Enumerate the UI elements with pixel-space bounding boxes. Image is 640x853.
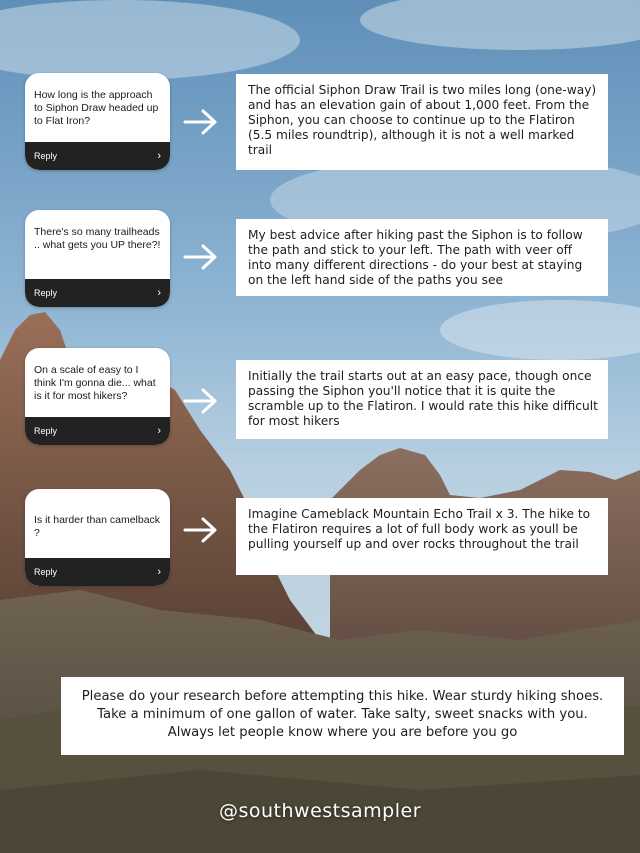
chevron-right-icon: › xyxy=(157,425,161,437)
footer-note-box xyxy=(61,677,624,755)
reply-label: Reply xyxy=(34,426,58,436)
arrow-right-icon xyxy=(183,243,218,271)
question-card xyxy=(25,348,170,445)
chevron-right-icon: › xyxy=(157,150,161,162)
arrow-right-icon xyxy=(183,387,218,415)
answer-box xyxy=(236,498,608,575)
answer-box xyxy=(236,219,608,296)
reply-button[interactable] xyxy=(25,279,170,307)
question-card xyxy=(25,73,170,170)
reply-button[interactable] xyxy=(25,142,170,170)
question-card xyxy=(25,489,170,586)
reply-button[interactable] xyxy=(25,558,170,586)
reply-label: Reply xyxy=(34,151,58,161)
question-card xyxy=(25,210,170,307)
reply-button[interactable] xyxy=(25,417,170,445)
reply-label: Reply xyxy=(34,567,58,577)
footer-note-text: Please do your research before attempting this hike. Wear sturdy hiking shoes. Take a minimum of one gallon of water. Take salty, sweet snacks with you. Always let people know where you are before you go xyxy=(81,689,604,740)
question-text: On a scale of easy to I think I'm gonna die... what is it for most hikers? xyxy=(34,364,156,402)
answer-text: Imagine Cameblack Mountain Echo Trail x 3. The hike to the Flatiron requires a lot of full body work as youll be pulling yourself up and over rocks throughout the trail xyxy=(248,507,591,551)
chevron-right-icon: › xyxy=(157,287,161,299)
answer-box xyxy=(236,360,608,439)
chevron-right-icon: › xyxy=(157,566,161,578)
reply-label: Reply xyxy=(34,288,58,298)
answer-text: My best advice after hiking past the Siphon is to follow the path and stick to your left. The path with veer off into many different directions - do your best at staying on the left hand side of the paths you see xyxy=(248,228,583,287)
author-handle: @southwestsampler xyxy=(218,800,422,822)
question-text: Is it harder than camelback ? xyxy=(34,514,161,539)
arrow-right-icon xyxy=(183,108,218,136)
answer-text: The official Siphon Draw Trail is two miles long (one-way) and has an elevation gain of about 1,000 feet. From the Siphon, you can choose to continue up to the Flatiron (5.5 miles roundtrip), although it is not a well marked trail xyxy=(248,83,597,157)
answer-text: Initially the trail starts out at an easy pace, though once passing the Siphon you'll notice that it is quite the scramble up to the Flatiron. I would rate this hike difficult for most hikers xyxy=(248,369,598,428)
arrow-right-icon xyxy=(183,516,218,544)
question-text: There's so many trailheads .. what gets you UP there?! xyxy=(34,226,161,251)
answer-box xyxy=(236,74,608,170)
question-text: How long is the approach to Siphon Draw headed up to Flat Iron? xyxy=(34,89,159,127)
